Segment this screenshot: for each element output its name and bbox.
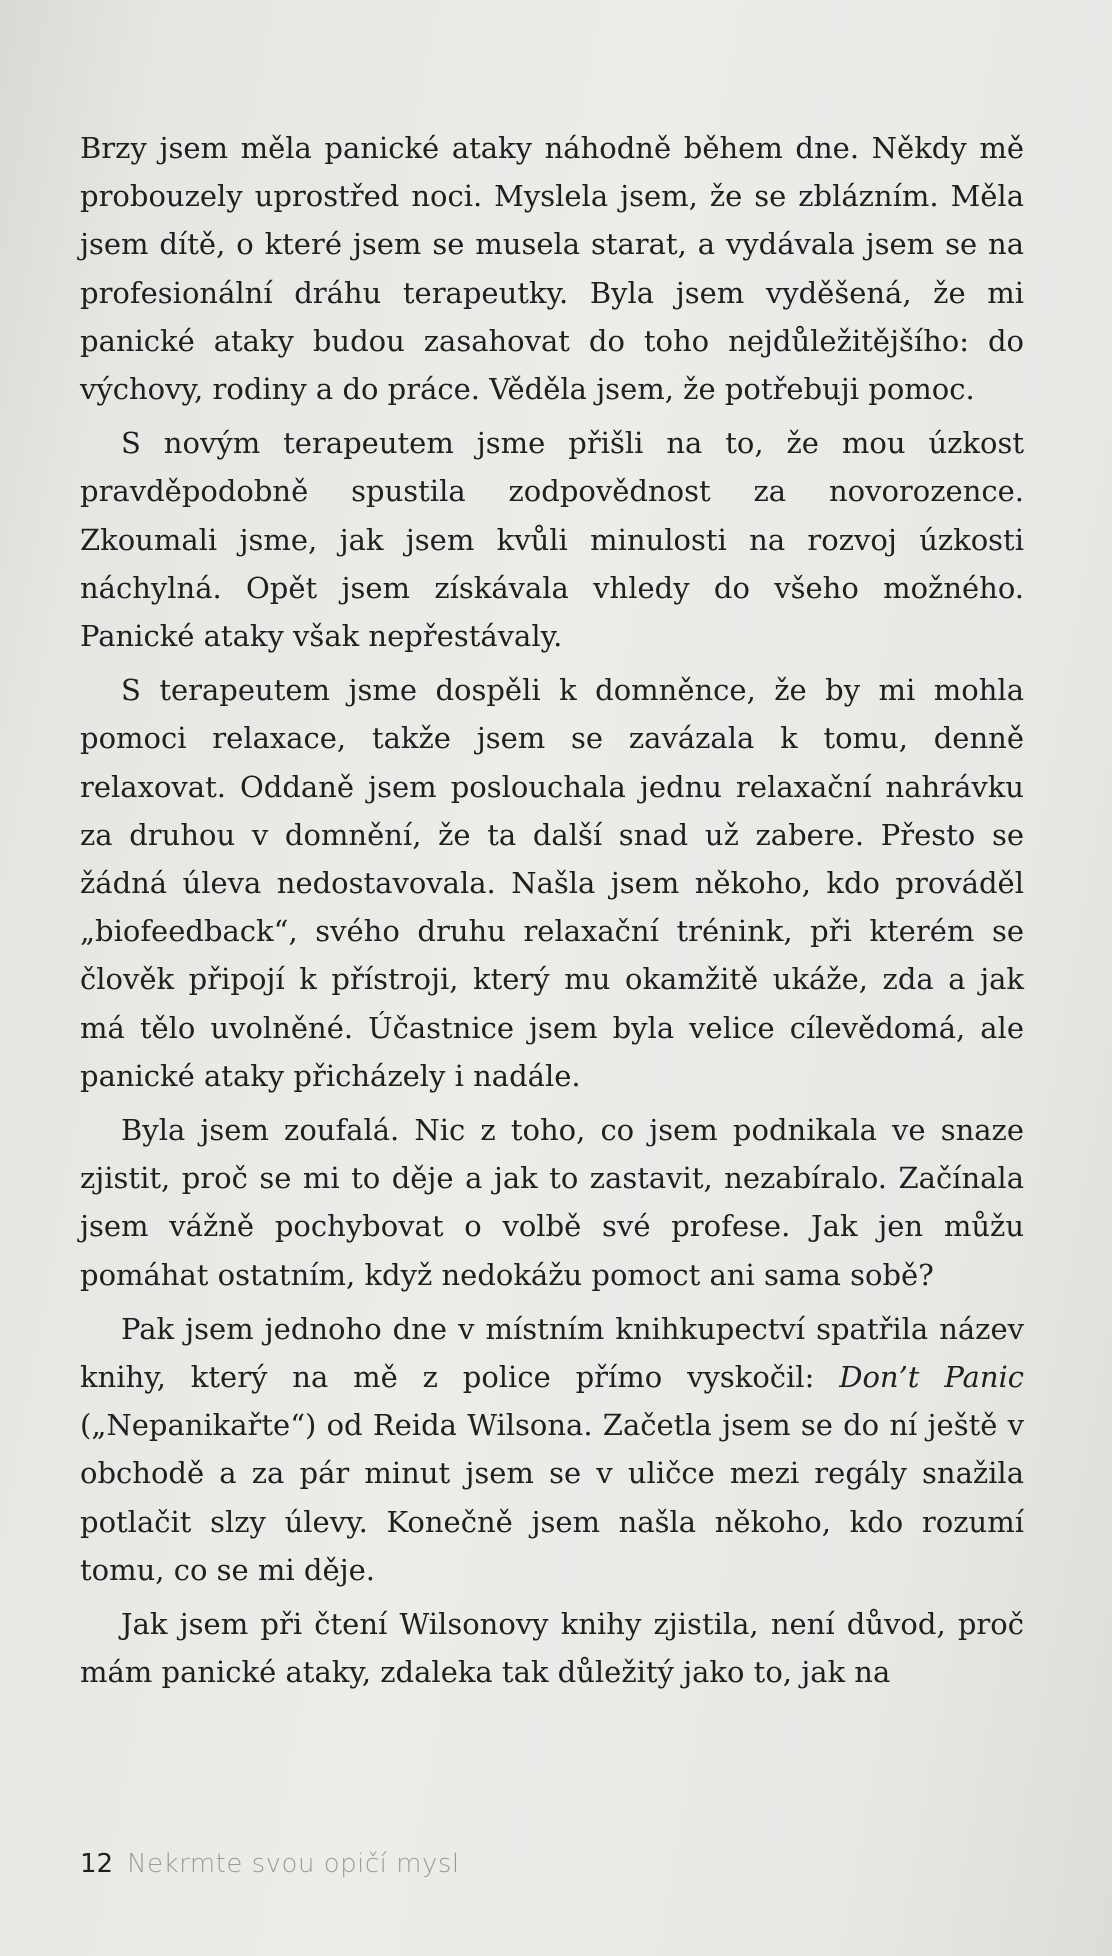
page-footer — [80, 1848, 460, 1880]
paragraph-4: Byla jsem zoufalá. Nic z toho, co jsem podnikala ve snaze zjistit, proč se mi to děje a jak to zastavit, nezabíralo. Začínala jsem vážně pochybovat o volbě své profese. Jak jen můžu pomáhat ostatním, když nedokážu pomoct ani sama sobě? — [80, 1113, 1024, 1292]
body-text — [80, 124, 1024, 1697]
paragraph-1: Brzy jsem měla panické ataky náhodně během dne. Někdy mě probouzely uprostřed noci. Myslela jsem, že se zblázním. Měla jsem dítě, o které jsem se musela starat, a vydávala jsem se na profesionální dráhu terapeutky. Byla jsem vyděšená, že mi panické ataky budou zasahovat do toho nejdůležitějšího: do výchovy, rodiny a do práce. Věděla jsem, že potřebuji pomoc. — [80, 131, 1024, 407]
book-title: Don’t Panic — [839, 1360, 1025, 1395]
paragraph-5-text-before: Pak jsem jednoho dne v místním knihkupectví spatřila název knihy, který na mě z police přímo vyskočil: — [80, 1311, 1024, 1395]
paragraph-5-text-after: („Nepanikařte“) od Reida Wilsona. Začetla jsem se do ní ještě v obchodě a za pár minut jsem se v uličce mezi regály snažila potlačit slzy úlevy. Konečně jsem našla někoho, kdo rozumí tomu, co se mi děje. — [80, 1408, 1024, 1587]
paragraph-5 — [80, 1305, 1024, 1594]
paragraph-2: S novým terapeutem jsme přišli na to, že mou úzkost pravděpodobně spustila zodpovědnost za novorozence. Zkoumali jsme, jak jsem kvůli minulosti na rozvoj úzkosti náchylná. Opět jsem získávala vhledy do všeho možného. Panické ataky však nepřestávaly. — [80, 426, 1024, 654]
running-title: Nekrmte svou opičí mysl — [127, 1849, 460, 1879]
paragraph-6: Jak jsem při čtení Wilsonovy knihy zjistila, není důvod, proč mám panické ataky, zdaleka tak důležitý jako to, jak na — [80, 1607, 1024, 1690]
paragraph-3: S terapeutem jsme dospěli k domněnce, že by mi mohla pomoci relaxace, takže jsem se zavázala k tomu, denně relaxovat. Oddaně jsem poslouchala jednu relaxační nahrávku za druhou v domnění, že ta další snad už zabere. Přesto se žádná úleva nedostavovala. Našla jsem někoho, kdo prováděl „biofeedback“, svého druhu relaxační trénink, při kterém se člověk připojí k přístroji, který mu okamžitě ukáže, zda a jak má tělo uvolněné. Účastnice jsem byla velice cílevědomá, ale panické ataky přicházely i nadále. — [80, 673, 1024, 1093]
page-number: 12 — [80, 1849, 114, 1879]
